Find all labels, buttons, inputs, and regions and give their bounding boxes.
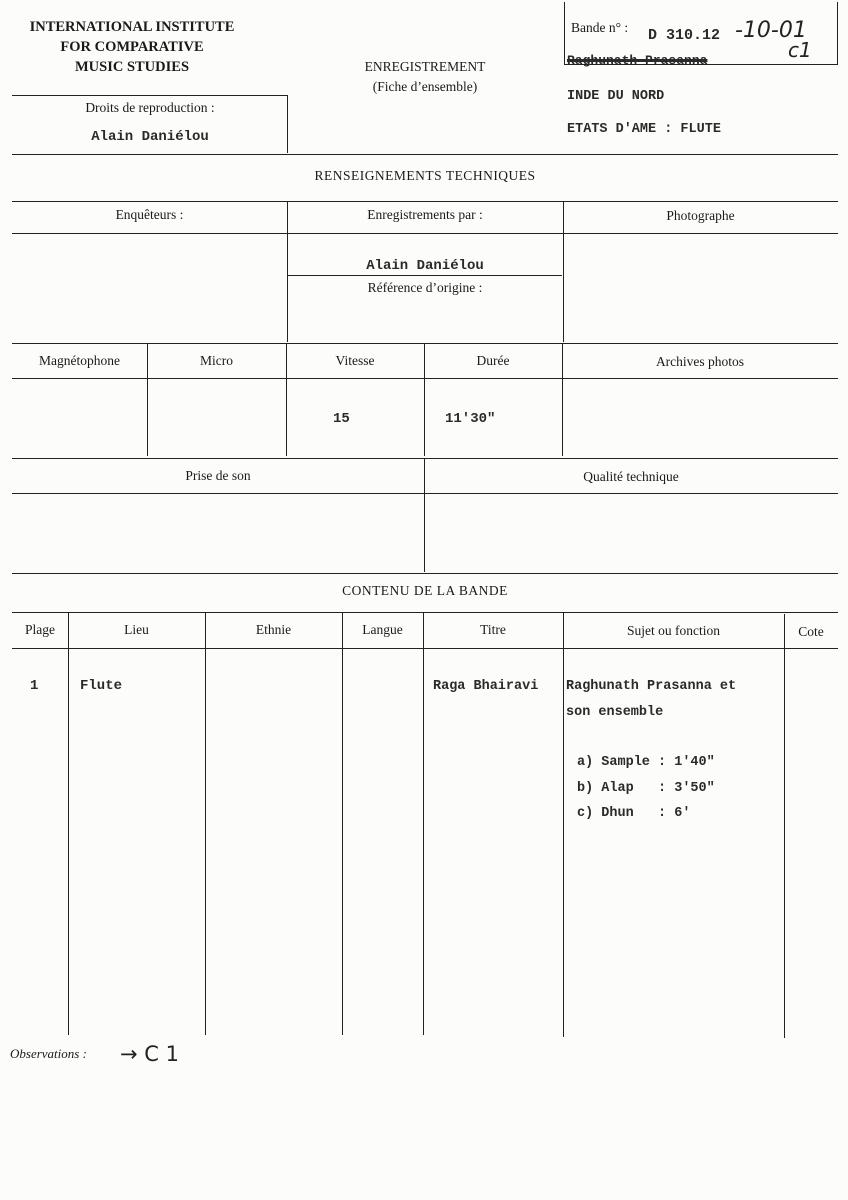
row-lieu: Flute (80, 678, 123, 694)
row-sujet-line-2: son ensemble (566, 705, 664, 720)
duree-label: Durée (476, 353, 510, 368)
qualite-technique-label: Qualité technique (583, 469, 679, 484)
recording-subject: ETATS D'AME : FLUTE (567, 122, 721, 137)
vitesse-value: 15 (333, 411, 350, 427)
region: INDE DU NORD (567, 89, 665, 104)
enregistrements-label: Enregistrements par : (367, 207, 483, 222)
contenu-section-title: CONTENU DE LA BANDE (342, 583, 508, 598)
row-titre: Raga Bhairavi (433, 679, 539, 694)
enqueteurs-label: Enquêteurs : (115, 207, 184, 222)
magnetophone-label: Magnétophone (39, 353, 120, 368)
form-subtitle: (Fiche d’ensemble) (372, 79, 478, 94)
photographe-label: Photographe (666, 208, 735, 223)
row-plage: 1 (30, 678, 39, 694)
institute-line-3: MUSIC STUDIES (74, 59, 190, 75)
form-title: ENREGISTREMENT (364, 59, 486, 74)
institute-name (12, 17, 252, 77)
enregistrements-value: Alain Daniélou (366, 258, 484, 274)
col-ethnie: Ethnie (255, 622, 292, 637)
bande-label: Bande n° : (571, 20, 629, 35)
bande-number: D 310.12 (648, 27, 721, 44)
col-sujet: Sujet ou fonction (627, 623, 720, 638)
duree-value: 11'30" (445, 411, 496, 427)
reference-label: Référence d’origine : (367, 280, 483, 295)
col-lieu: Lieu (124, 622, 149, 637)
observations-label: Observations : (10, 1046, 87, 1061)
row-item-a: a) Sample : 1'40" (577, 755, 715, 770)
col-titre: Titre (480, 622, 506, 637)
micro-label: Micro (200, 353, 233, 368)
col-langue: Langue (362, 622, 403, 637)
prise-de-son-label: Prise de son (185, 468, 251, 483)
droits-value: Alain Daniélou (91, 129, 209, 145)
institute-line-1: INTERNATIONAL INSTITUTE (29, 19, 235, 35)
archives-photos-label: Archives photos (655, 354, 745, 369)
observations-value: → C 1 (120, 1042, 179, 1066)
col-plage: Plage (25, 622, 55, 637)
row-item-b: b) Alap : 3'50" (577, 781, 715, 796)
bande-handwritten-suffix: -10-01 (735, 18, 807, 43)
row-sujet-line-1: Raghunath Prasanna et (566, 679, 737, 694)
col-cote: Cote (798, 624, 824, 639)
struck-handwritten-note: c1 (788, 38, 812, 62)
struck-name: Raghunath Prasanna (567, 53, 708, 68)
row-item-c: c) Dhun : 6' (577, 806, 691, 821)
tech-section-title: RENSEIGNEMENTS TECHNIQUES (314, 168, 536, 183)
vitesse-label: Vitesse (335, 353, 375, 368)
institute-line-2: FOR COMPARATIVE (60, 39, 204, 55)
droits-label: Droits de reproduction : (85, 100, 215, 115)
